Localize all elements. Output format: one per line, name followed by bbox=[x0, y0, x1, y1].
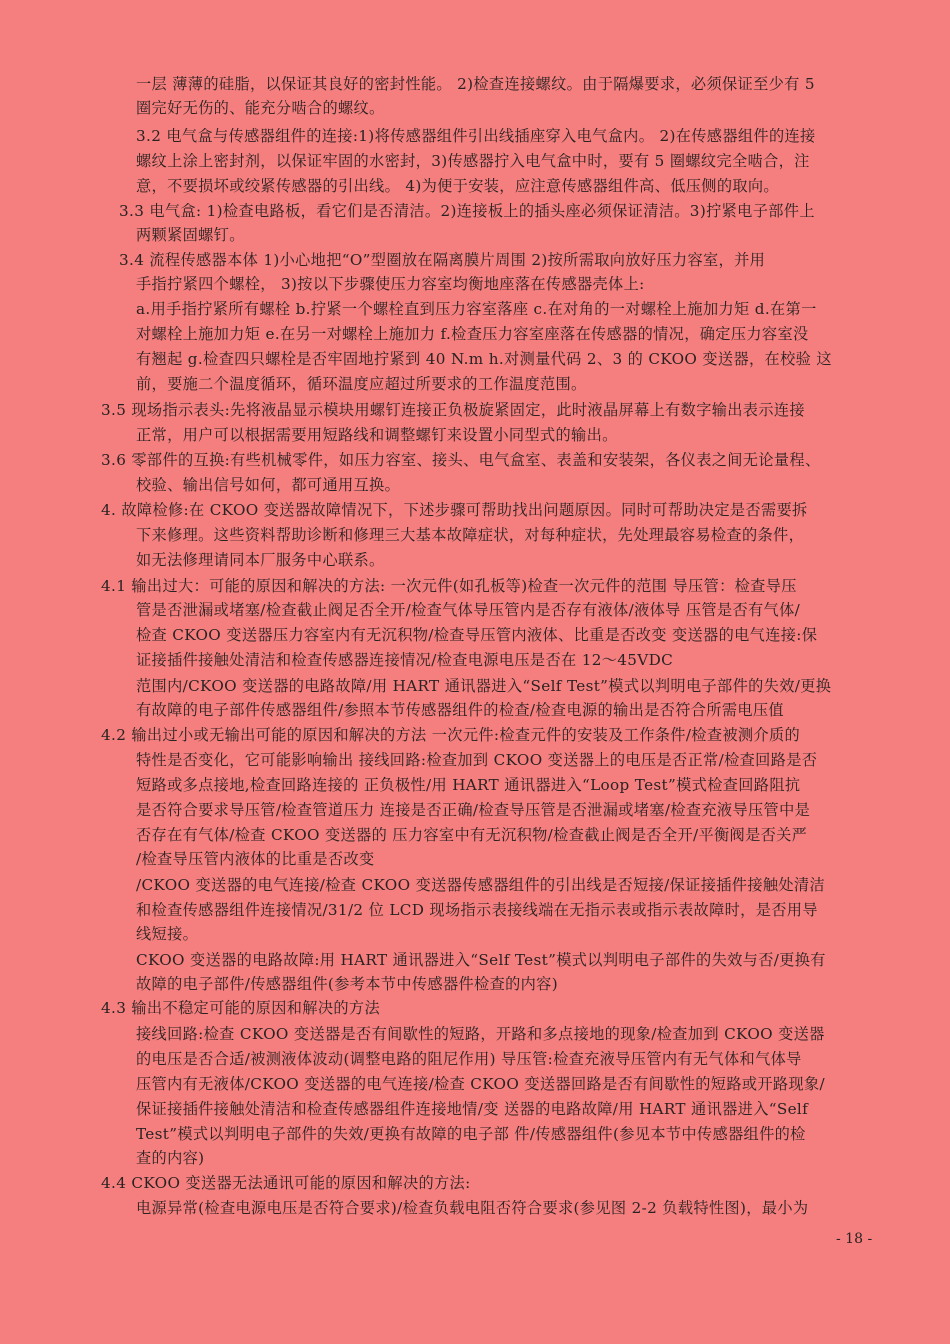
text-line: 否存在有气体/检查 CKOO 变送器的 压力容室中有无沉积物/检查截止阀是否全开/平衡阀是否关严 bbox=[136, 826, 808, 844]
text-line: 一层 薄薄的硅脂，以保证其良好的密封性能。 2)检查连接螺纹。由于隔爆要求，必须保证至少有 5 bbox=[136, 75, 815, 93]
text-line: 4.3 输出不稳定可能的原因和解决的方法 bbox=[101, 999, 380, 1017]
text-line: 4.4 CKOO 变送器无法通讯可能的原因和解决的方法: bbox=[101, 1174, 471, 1192]
text-line: 4. 故障检修:在 CKOO 变送器故障情况下，下述步骤可帮助找出问题原因。同时可帮助决定是否需要拆 bbox=[101, 501, 808, 519]
text-line: 有故障的电子部件传感器组件/参照本节传感器组件的检查/检查电源的输出是否符合所需电压值 bbox=[136, 701, 784, 719]
text-line: 两颗紧固螺钉。 bbox=[136, 226, 245, 244]
text-line: 如无法修理请同本厂服务中心联系。 bbox=[136, 551, 385, 569]
text-line: 检查 CKOO 变送器压力容室内有无沉积物/检查导压管内液体、比重是否改变 变送器的电气连接:保 bbox=[136, 626, 818, 644]
text-line: CKOO 变送器的电路故障:用 HART 通讯器进入“Self Test”模式以判明电子部件的失效与否/更换有 bbox=[136, 951, 826, 969]
text-line: 校验、输出信号如何，都可通用互换。 bbox=[136, 476, 401, 494]
text-line: 圈完好无伤的、能充分啮合的螺纹。 bbox=[136, 99, 385, 117]
text-line: 3.2 电气盒与传感器组件的连接:1)将传感器组件引出线插座穿入电气盒内。 2)在传感器组件的连接 bbox=[136, 127, 816, 145]
text-line: a.用手指拧紧所有螺栓 b.拧紧一个螺栓直到压力容室落座 c.在对角的一对螺栓上施加力矩 d.在第一 bbox=[136, 300, 817, 318]
text-line: 下来修理。这些资料帮助诊断和修理三大基本故障症状，对每种症状，先处理最容易检查的条件， bbox=[136, 526, 805, 544]
text-line: 特性是否变化，它可能影响输出 接线回路:检查加到 CKOO 变送器上的电压是否正常/检查回路是否 bbox=[136, 751, 818, 769]
text-line: 查的内容) bbox=[136, 1149, 205, 1167]
text-line: 是否符合要求导压管/检查管道压力 连接是否正确/检查导压管是否泄漏或堵塞/检查充液导压管中是 bbox=[136, 801, 811, 819]
text-line: 和检查传感器组件连接情况/31/2 位 LCD 现场指示表接线端在无指示表或指示表故障时，是否用导 bbox=[136, 901, 818, 919]
text-line: 螺纹上涂上密封剂，以保证牢固的水密封，3)传感器拧入电气盒中时，要有 5 圈螺纹完全啮合，注 bbox=[136, 152, 810, 170]
text-line: 3.4 流程传感器本体 1)小心地把“O”型圈放在隔离膜片周围 2)按所需取向放好压力容室，并用 bbox=[119, 251, 766, 269]
text-line: 对螺栓上施加力矩 e.在另一对螺栓上施加力 f.检查压力容室座落在传感器的情况，确定压力容室没 bbox=[136, 325, 809, 343]
text-line: 接线回路:检查 CKOO 变送器是否有间歇性的短路，开路和多点接地的现象/检查加到 CKOO 变送器 bbox=[136, 1025, 825, 1043]
text-line: 保证接插件接触处清洁和检查传感器组件连接地情/变 送器的电路故障/用 HART 通讯器进入“Self bbox=[136, 1100, 809, 1118]
text-line: /CKOO 变送器的电气连接/检查 CKOO 变送器传感器组件的引出线是否短接/保证接插件接触处清洁 bbox=[136, 876, 826, 894]
page-number: - 18 - bbox=[836, 1231, 873, 1247]
text-line: 故障的电子部件/传感器组件(参考本节中传感器件检查的内容) bbox=[136, 975, 558, 993]
text-line: 范围内/CKOO 变送器的电路故障/用 HART 通讯器进入“Self Test”模式以判明电子部件的失效/更换 bbox=[136, 677, 832, 695]
text-line: 前，要施二个温度循环，循环温度应超过所要求的工作温度范围。 bbox=[136, 375, 587, 393]
text-line: /检查导压管内液体的比重是否改变 bbox=[136, 850, 375, 868]
text-line: 短路或多点接地,检查回路连接的 正负极性/用 HART 通讯器进入“Loop Test”模式检查回路阻抗 bbox=[136, 776, 801, 794]
text-line: 电源异常(检查电源电压是否符合要求)/检查负载电阻否符合要求(参见图 2-2 负载特性图)，最小为 bbox=[136, 1199, 809, 1217]
text-line: 的电压是否合适/被测液体波动(调整电路的阻尼作用) 导压管:检查充液导压管内有无气体和气体导 bbox=[136, 1050, 802, 1068]
text-line: 正常，用户可以根据需要用短路线和调整螺钉来设置小同型式的输出。 bbox=[136, 426, 618, 444]
text-line: 4.1 输出过大：可能的原因和解决的方法: 一次元件(如孔板等)检查一次元件的范围 导压管：检查导压 bbox=[101, 577, 797, 595]
text-line: 意，不要损坏或绞紧传感器的引出线。 4)为便于安装，应注意传感器组件高、低压侧的取向。 bbox=[136, 177, 779, 195]
text-line: 3.6 零部件的互换:有些机械零件，如压力容室、接头、电气盒室、表盖和安装架，各仪表之间无论量程、 bbox=[101, 451, 821, 469]
text-line: 管是否泄漏或堵塞/检查截止阀足否全开/检查气体导压管内是否存有液体/液体导 压管是否有气体/ bbox=[136, 601, 801, 619]
text-line: 有翘起 g.检查四只螺栓是否牢固地拧紧到 40 N.m h.对测量代码 2、3 的 CKOO 变送器，在校验 这 bbox=[136, 350, 832, 368]
text-line: Test”模式以判明电子部件的失效/更换有故障的电子部 件/传感器组件(参见本节中传感器组件的检 bbox=[136, 1125, 806, 1143]
text-line: 证接插件接触处清洁和检查传感器连接情况/检查电源电压是否在 12～45VDC bbox=[136, 651, 674, 669]
text-line: 手指拧紧四个螺栓， 3)按以下步骤使压力容室均衡地座落在传感器壳体上: bbox=[136, 275, 645, 293]
text-line: 3.3 电气盒: 1)检查电路板，看它们是否清洁。2)连接板上的插头座必须保证清洁。3)拧紧电子部件上 bbox=[119, 202, 815, 220]
text-line: 压管内有无液体/CKOO 变送器的电气连接/检查 CKOO 变送器回路是否有间歇性的短路或开路现象/ bbox=[136, 1075, 826, 1093]
text-line: 线短接。 bbox=[136, 925, 199, 943]
text-line: 4.2 输出过小或无输出可能的原因和解决的方法 一次元件:检查元件的安装及工作条件/检查被测介质的 bbox=[101, 726, 801, 744]
text-line: 3.5 现场指示表头:先将液晶显示模块用螺钉连接正负极旋紧固定，此时液晶屏幕上有数字输出表示连接 bbox=[101, 401, 805, 419]
